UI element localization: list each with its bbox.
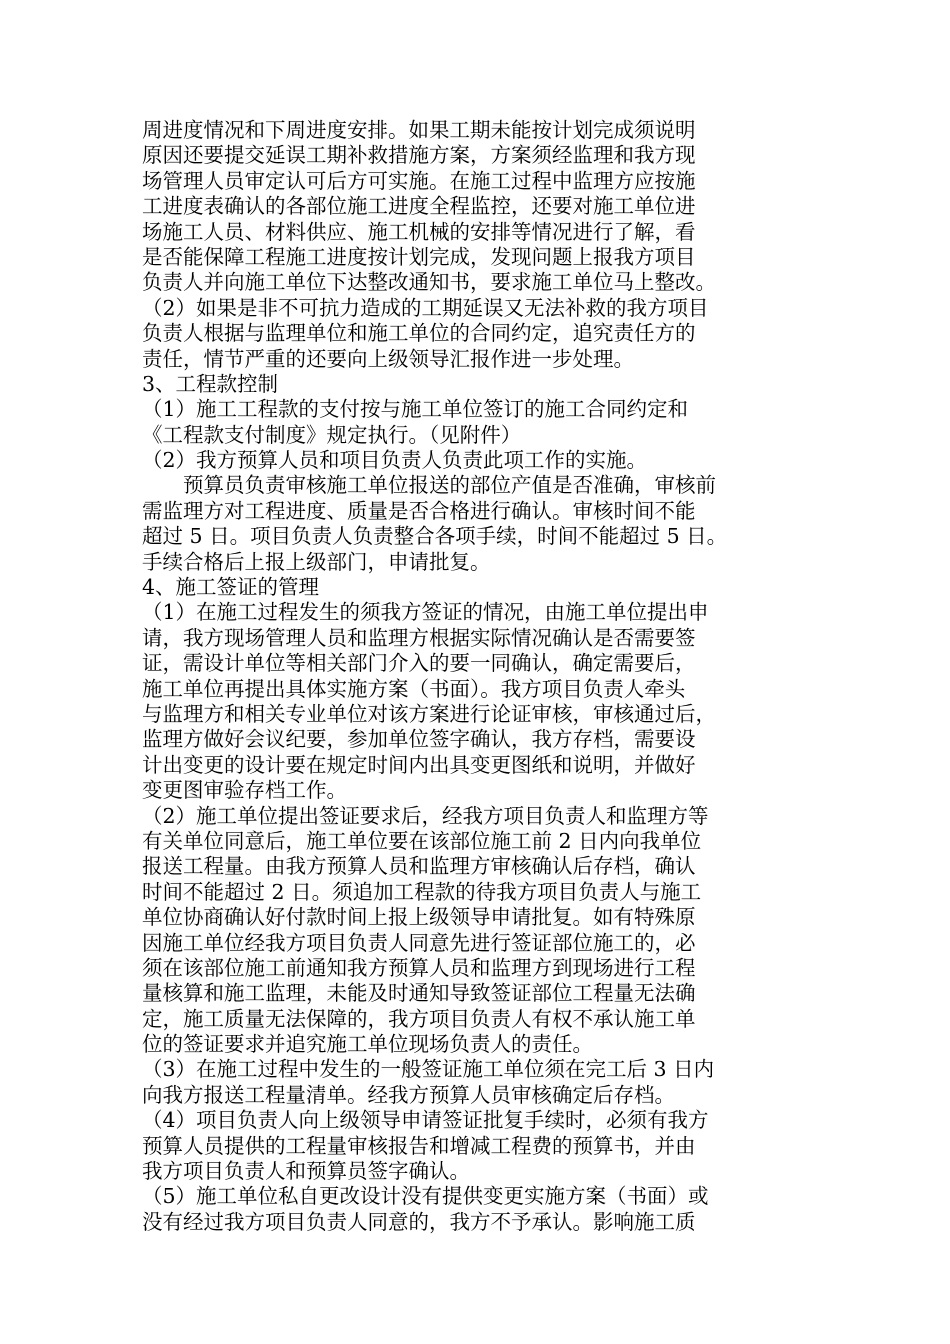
text-line: 周进度情况和下周进度安排。如果工期未能按计划完成须说明 xyxy=(142,118,696,142)
text-line: 定，施工质量无法保障的，我方项目负责人有权不承认施工单 xyxy=(142,1006,696,1031)
text-line: 变更图审验存档工作。 xyxy=(142,778,347,803)
text-line: 预算员负责审核施工单位报送的部位产值是否准确，审核前 xyxy=(183,473,716,498)
text-line: 责任，情节严重的还要向上级领导汇报作进一步处理。 xyxy=(142,346,634,371)
text-line: 《工程款支付制度》规定执行。（见附件） xyxy=(142,422,522,447)
text-line: 场施工人员、材料供应、施工机械的安排等情况进行了解，看 xyxy=(142,219,696,244)
text-line: 负责人根据与监理单位和施工单位的合同约定，追究责任方的 xyxy=(142,321,696,346)
text-line: 证，需设计单位等相关部门介入的要一同确认，确定需要后， xyxy=(142,651,696,676)
text-line: 负责人并向施工单位下达整改通知书，要求施工单位马上整改。 xyxy=(142,270,716,295)
text-line: 量核算和施工监理，未能及时通知导致签证部位工程量无法确 xyxy=(142,981,696,1006)
text-line: 是否能保障工程施工进度按计划完成，发现问题上报我方项目 xyxy=(142,244,696,269)
text-line: 超过 5 日。项目负责人负责整合各项手续，时间不能超过 5 日。 xyxy=(142,524,728,549)
text-line: （5）施工单位私自更改设计没有提供变更实施方案（书面）或 xyxy=(142,1184,709,1209)
text-line: 预算人员提供的工程量审核报告和增减工程费的预算书，并由 xyxy=(142,1133,696,1158)
text-line: （4）项目负责人向上级领导申请签证批复手续时，必须有我方 xyxy=(142,1108,709,1133)
text-line: 计出变更的设计要在规定时间内出具变更图纸和说明，并做好 xyxy=(142,752,696,777)
text-line: 没有经过我方项目负责人同意的，我方不予承认。影响施工质 xyxy=(142,1209,696,1234)
document-body xyxy=(142,118,832,1235)
text-line: 施工单位再提出具体实施方案（书面）。我方项目负责人牵头 xyxy=(142,676,686,701)
text-line: 时间不能超过 2 日。须追加工程款的待我方项目负责人与施工 xyxy=(142,879,702,904)
text-line: 单位协商确认好付款时间上报上级领导申请批复。如有特殊原 xyxy=(142,905,696,930)
text-line: （2）我方预算人员和项目负责人负责此项工作的实施。 xyxy=(142,448,648,473)
text-line: 我方项目负责人和预算员签字确认。 xyxy=(142,1159,470,1184)
text-line: 因施工单位经我方项目负责人同意先进行签证部位施工的，必 xyxy=(142,930,696,955)
text-line: 向我方报送工程量清单。经我方预算人员审核确定后存档。 xyxy=(142,1082,675,1107)
text-line: （2）如果是非不可抗力造成的工期延误又无法补救的我方项目 xyxy=(142,295,709,320)
text-line: 须在该部位施工前通知我方预算人员和监理方到现场进行工程 xyxy=(142,955,696,980)
text-line: 监理方做好会议纪要，参加单位签字确认，我方存档，需要设 xyxy=(142,727,696,752)
text-line: 工进度表确认的各部位施工进度全程监控，还要对施工单位进 xyxy=(142,194,696,219)
text-line: （1）施工工程款的支付按与施工单位签订的施工合同约定和 xyxy=(142,397,689,422)
text-line: （1）在施工过程发生的须我方签证的情况，由施工单位提出申 xyxy=(142,600,709,625)
text-line: 需监理方对工程进度、质量是否合格进行确认。审核时间不能 xyxy=(142,498,696,523)
text-line: （3）在施工过程中发生的一般签证施工单位须在完工后 3 日内 xyxy=(142,1057,715,1082)
text-line: 与监理方和相关专业单位对该方案进行论证审核，审核通过后， xyxy=(142,701,716,726)
text-line: 原因还要提交延误工期补救措施方案，方案须经监理和我方现 xyxy=(142,143,696,168)
text-line: 有关单位同意后，施工单位要在该部位施工前 2 日内向我单位 xyxy=(142,828,702,853)
text-line: 请，我方现场管理人员和监理方根据实际情况确认是否需要签 xyxy=(142,625,696,650)
text-line: 场管理人员审定认可后方可实施。在施工过程中监理方应按施 xyxy=(142,168,696,193)
text-line: （2）施工单位提出签证要求后，经我方项目负责人和监理方等 xyxy=(142,803,709,828)
section-heading: 3、工程款控制 xyxy=(142,371,279,396)
text-line: 位的签证要求并追究施工单位现场负责人的责任。 xyxy=(142,1032,593,1057)
text-line: 手续合格后上报上级部门，申请批复。 xyxy=(142,549,491,574)
text-line: 报送工程量。由我方预算人员和监理方审核确认后存档，确认 xyxy=(142,854,696,879)
section-heading: 4、施工签证的管理 xyxy=(142,575,320,600)
